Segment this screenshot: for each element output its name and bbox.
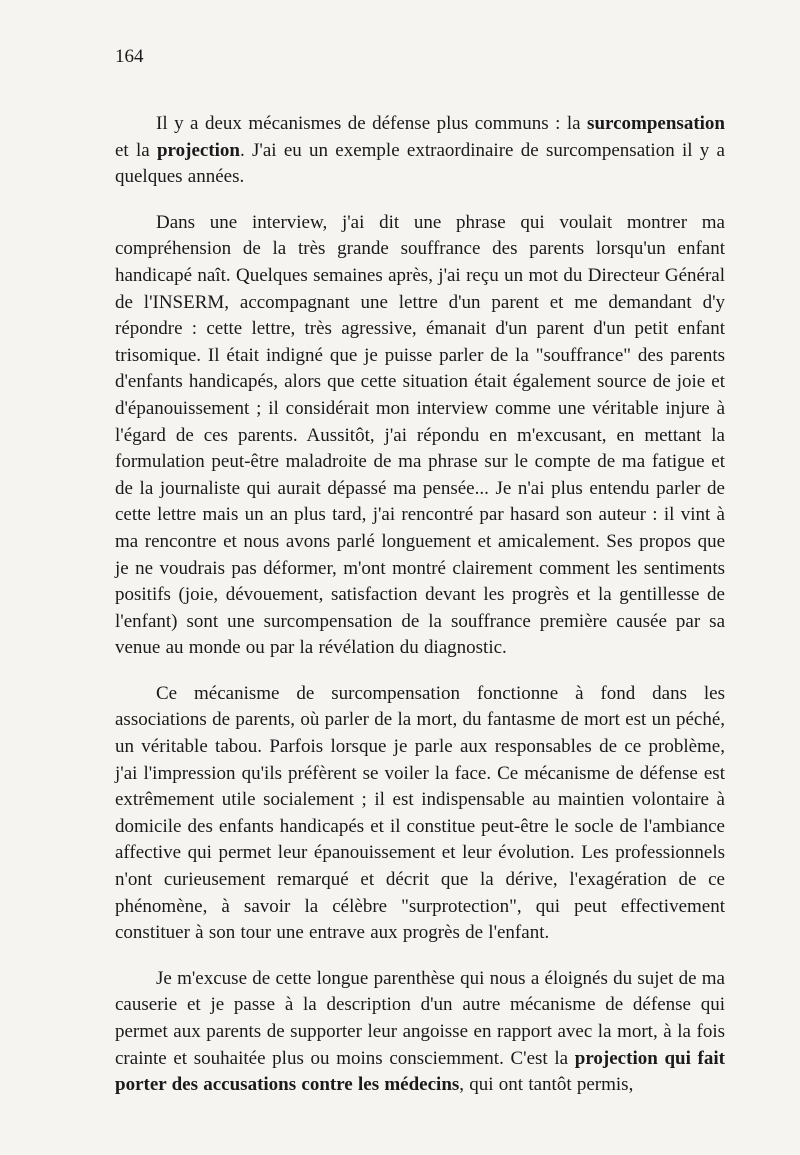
paragraph-2 bbox=[115, 210, 725, 662]
text-run: Ce mécanisme de surcompensation fonctionne à fond dans les associations de parents, où parler de la mort, du fantasme de mort est un péché, un véritable tabou. Parfois lorsque je parle aux responsables de ce problème, j'ai l'impression qu'ils préfèrent se voiler la face. Ce mécanisme de défense est extrêmement utile socialement ; il est indispensable au maintien volontaire à domicile des enfants handicapés et il constitue peut-être le socle de l'ambiance affective qui permet leur épanouissement et leur évolution. Les professionnels n'ont curieusement remarqué et décrit que la dérive, l'exagération de ce phénomène, à savoir la célèbre "surprotection", qui peut effectivement constituer à son tour une entrave aux progrès de l'enfant. bbox=[115, 682, 725, 944]
text-run: Dans une interview, j'ai dit une phrase qui voulait montrer ma compréhension de la très grande souffrance des parents lorsqu'un enfant handicapé naît. Quelques semaines après, j'ai reçu un mot du Directeur Général de l'INSERM, accompagnant une lettre d'un parent et me demandant d'y répondre : cette lettre, très agressive, émanait d'un parent d'un petit enfant trisomique. Il était indigné que je puisse parler de la "souffrance" des parents d'enfants handicapés, alors que cette situation était également source de joie et d'épanouissement ; il considérait mon interview comme une véritable injure à l'égard de ces parents. Aussitôt, j'ai répondu en m'excusant, en mettant la formulation peut-être maladroite de ma phrase sur le compte de ma fatigue et de la journaliste qui aurait dépassé ma pensée... Je n'ai plus entendu parler de cette lettre mais un an plus tard, j'ai rencontré par hasard son auteur : il vint à ma rencontre et nous avons parlé longuement et amicalement. Ses propos que je ne voudrais pas déformer, m'ont montré clairement comment les sentiments positifs (joie, dévouement, satisfaction devant les progrès et la gentillesse de l'enfant) sont une surcompensation de la souffrance première causée par sa venue au monde ou par la révélation du diagnostic. bbox=[115, 211, 725, 659]
text-run: Je m'excuse de cette longue parenthèse qui nous a éloignés du sujet de ma causerie et je passe à la description d'un autre mécanisme de défense qui permet aux parents de supporter leur angoisse en rapport avec la mort, à la fois crainte et souhaitée plus ou moins consciemment. C'est la bbox=[115, 967, 725, 1069]
body-text bbox=[115, 111, 725, 1118]
paragraph-1 bbox=[115, 111, 725, 191]
text-run: , qui ont tantôt permis, bbox=[459, 1074, 634, 1096]
text-run: et la bbox=[115, 139, 157, 161]
bold-phrase-projection-accusations: projection qui fait porter des accusations contre les médecins bbox=[115, 1047, 725, 1096]
text-run: Il y a deux mécanismes de défense plus communs : la bbox=[156, 113, 588, 134]
bold-term-projection: projection bbox=[156, 139, 240, 161]
page-number: 164 bbox=[115, 46, 144, 67]
bold-term-surcompensation: surcompensation bbox=[587, 113, 725, 134]
paragraph-4 bbox=[115, 966, 725, 1099]
text-run: . J'ai eu un exemple extraordinaire de surcompensation il y a quelques années. bbox=[115, 139, 725, 188]
paragraph-3 bbox=[115, 681, 725, 947]
